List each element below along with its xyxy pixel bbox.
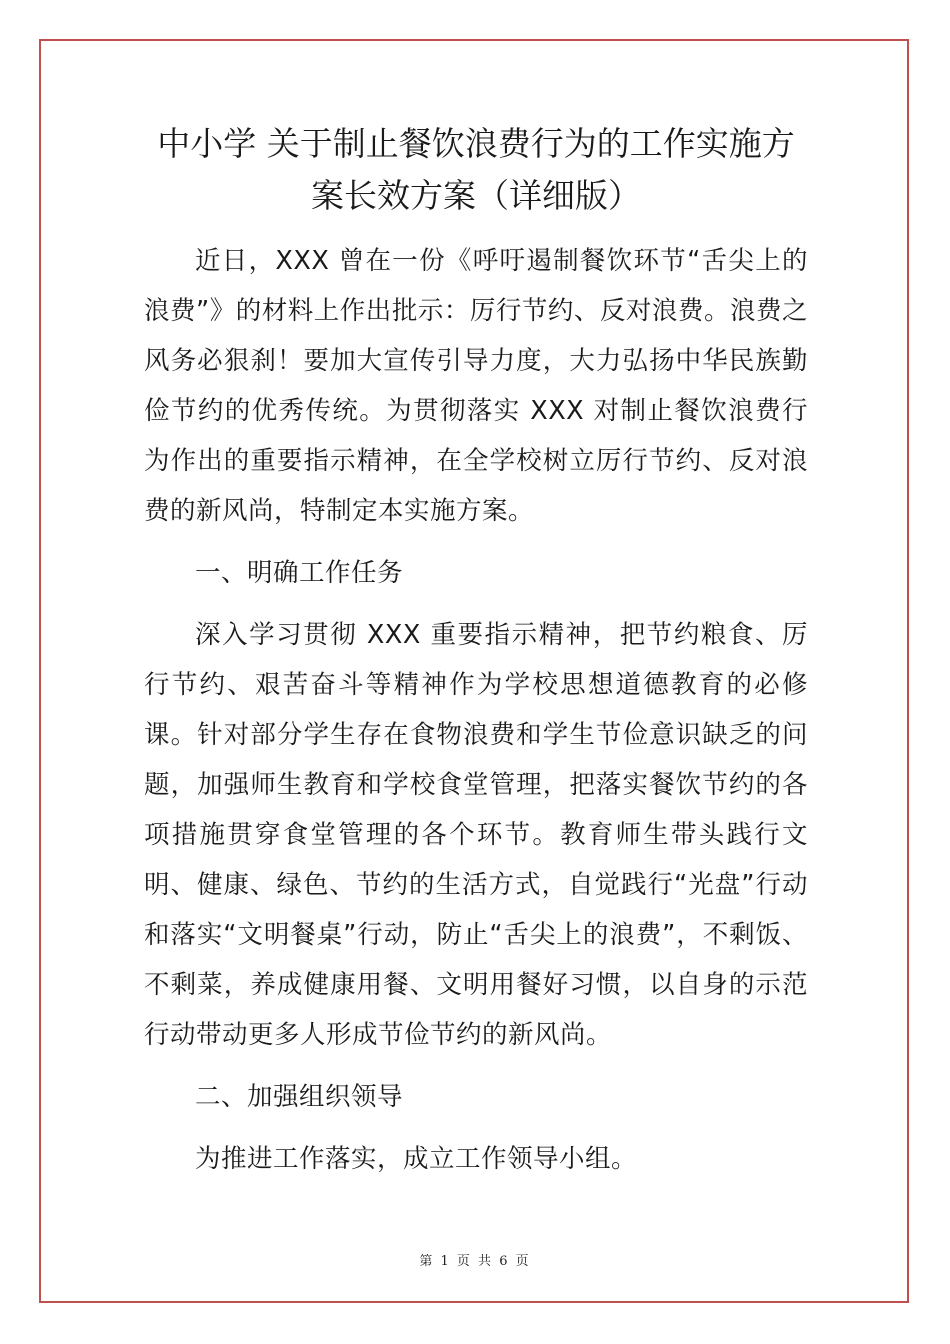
document-title: 中小学 关于制止餐饮浪费行为的工作实施方案长效方案（详细版） <box>157 124 795 215</box>
section-heading-2: 二、加强组织领导 <box>195 1082 404 1112</box>
page-footer: 第 1 页 共 6 页 <box>419 1254 531 1269</box>
document-body <box>144 118 808 1184</box>
paragraph-leadership: 为推进工作落实，成立工作领导小组。 <box>195 1144 638 1174</box>
section-heading-1: 一、明确工作任务 <box>195 558 404 588</box>
paragraph-intro: 近日，XXX 曾在一份《呼吁遏制餐饮环节“舌尖上的浪费”》的材料上作出批示：厉行节约、反对浪费。浪费之风务必狠刹！要加大宣传引导力度，大力弘扬中华民族勤俭节约的优秀传统。为贯彻落实 XXX 对制止餐饮浪费行为作出的重要指示精神，在全学校树立厉行节约、反对浪费的新风尚，特制定本实施方案。 <box>144 246 808 526</box>
paragraph-tasks: 深入学习贯彻 XXX 重要指示精神，把节约粮食、厉行节约、艰苦奋斗等精神作为学校思想道德教育的必修课。针对部分学生存在食物浪费和学生节俭意识缺乏的问题，加强师生教育和学校食堂管理，把落实餐饮节约的各项措施贯穿食堂管理的各个环节。教育师生带头践行文明、健康、绿色、节约的生活方式，自觉践行“光盘”行动和落实“文明餐桌”行动，防止“舌尖上的浪费”，不剩饭、不剩菜，养成健康用餐、文明用餐好习惯，以自身的示范行动带动更多人形成节俭节约的新风尚。 <box>144 620 808 1050</box>
